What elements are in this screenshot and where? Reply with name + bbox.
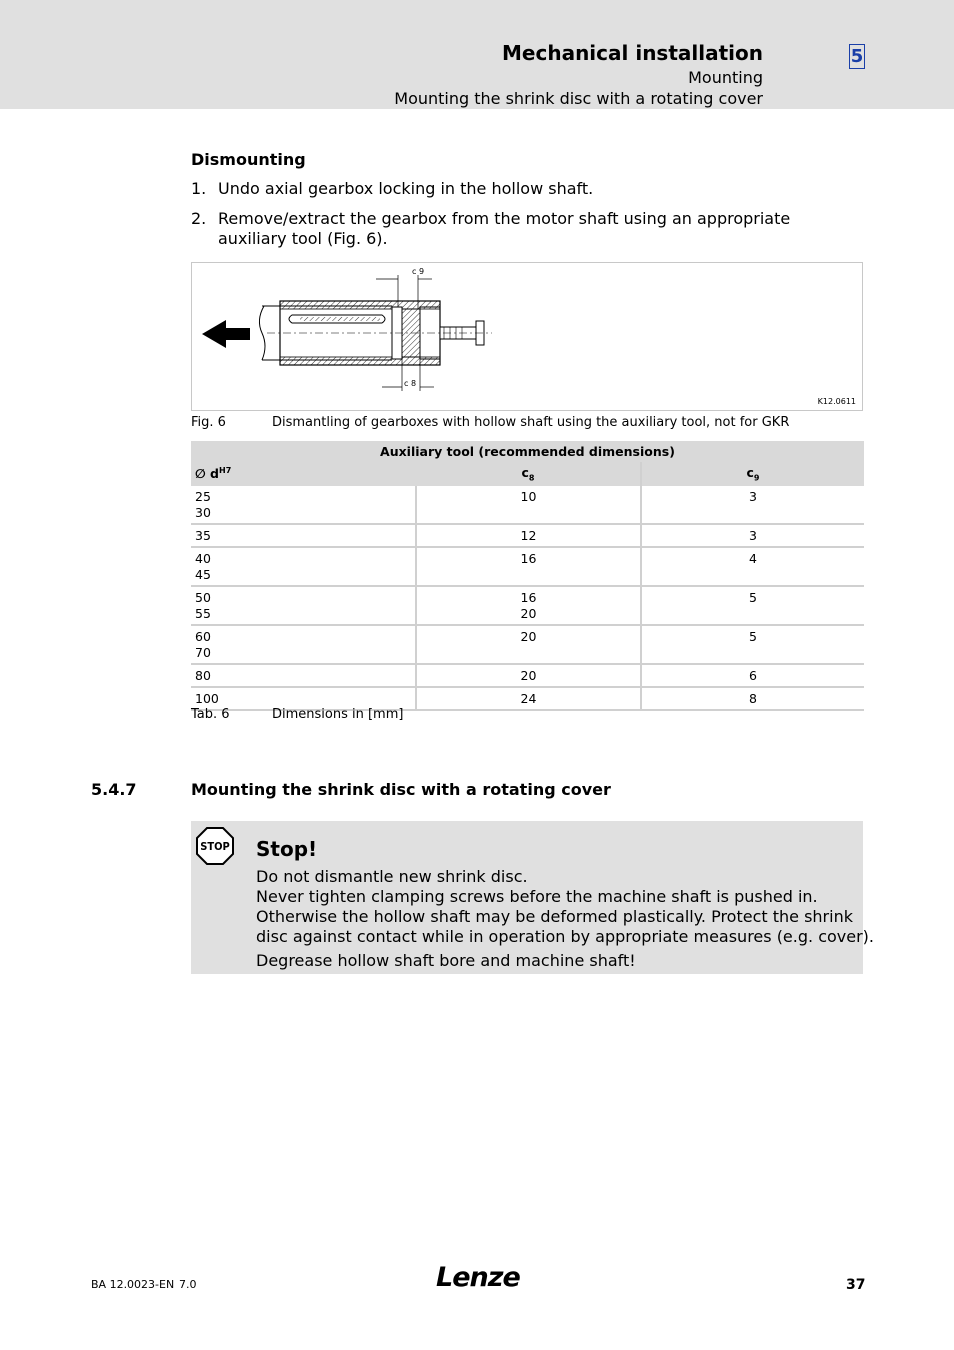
cell-c9: 3: [641, 524, 864, 547]
cell-c8: 20: [416, 664, 641, 687]
step-number: 2.: [191, 209, 207, 228]
svg-text:STOP: STOP: [200, 840, 230, 853]
cell-diameter: 25 30: [191, 486, 416, 524]
section-number: 5.4.7: [91, 780, 137, 799]
stop-text-line: Do not dismantle new shrink disc.: [256, 867, 528, 886]
page-header: [0, 0, 954, 109]
cell-c9: 4: [641, 547, 864, 586]
table-caption-text: Dimensions in [mm]: [272, 707, 404, 722]
table-row: [191, 586, 864, 625]
cell-diameter: 80: [191, 664, 416, 687]
section-subtitle: Mounting: [688, 68, 763, 87]
cell-c9: 5: [641, 586, 864, 625]
section-title: Mounting the shrink disc with a rotating cover: [191, 780, 611, 799]
chapter-title: Mechanical installation: [502, 41, 763, 65]
label-c9: c 9: [412, 267, 425, 276]
stop-text-line: Otherwise the hollow shaft may be deformed plastically. Protect the shrink: [256, 907, 853, 926]
table-row: [191, 664, 864, 687]
table-row: [191, 625, 864, 664]
figure-gearbox-dismantling: [191, 262, 863, 411]
dismounting-heading: Dismounting: [191, 150, 306, 169]
cell-c9: 3: [641, 486, 864, 524]
table-row: [191, 547, 864, 586]
label-c8: c 8: [404, 379, 417, 388]
cell-c8: 16 20: [416, 586, 641, 625]
stop-warning-box: [191, 821, 874, 974]
stop-text-line: disc against contact while in operation by appropriate measures (e.g. cover).: [256, 927, 874, 946]
table-row: [191, 486, 864, 524]
auxiliary-tool-table: [191, 441, 864, 711]
cell-diameter: 35: [191, 524, 416, 547]
lenze-logo: Lenze: [436, 1262, 520, 1293]
table-row: [191, 524, 864, 547]
cell-diameter: 40 45: [191, 547, 416, 586]
cell-diameter: 100: [191, 687, 416, 710]
document-version: 7.0: [179, 1278, 197, 1291]
cell-c8: 10: [416, 486, 641, 524]
cell-c8: 20: [416, 625, 641, 664]
extraction-arrow-icon: [202, 320, 250, 348]
document-id: BA 12.0023-EN: [91, 1278, 175, 1291]
chapter-number-badge: 5: [850, 46, 864, 67]
gearbox-drawing: [192, 263, 861, 409]
cell-c8: 12: [416, 524, 641, 547]
col-header-c8: $c_8$: [416, 462, 641, 486]
cell-c8: 24: [416, 687, 641, 710]
cell-c9: 6: [641, 664, 864, 687]
stop-text-line: Degrease hollow shaft bore and machine shaft!: [256, 951, 636, 970]
table-title: Auxiliary tool (recommended dimensions): [191, 441, 864, 462]
table-caption-number: Tab. 6: [191, 707, 230, 722]
stop-title: Stop!: [256, 837, 318, 861]
page-number: 37: [846, 1277, 866, 1293]
cell-diameter: 50 55: [191, 586, 416, 625]
col-header-c9: $c_9$: [641, 462, 864, 486]
cell-diameter: 60 70: [191, 625, 416, 664]
figure-caption-text: Dismantling of gearboxes with hollow shaft using the auxiliary tool, not for GKR: [272, 415, 790, 430]
col-header-diameter: ∅ $d^{H7}$: [191, 462, 416, 486]
cell-c9: 5: [641, 625, 864, 664]
step-text: Remove/extract the gearbox from the motor shaft using an appropriate auxiliary tool (Fig. 6).: [218, 209, 791, 248]
subsection-subtitle: Mounting the shrink disc with a rotating cover: [394, 89, 763, 108]
cell-c9: 8: [641, 687, 864, 710]
stop-sign-icon: [196, 827, 234, 865]
step-number: 1.: [191, 179, 207, 198]
step-text: Undo axial gearbox locking in the hollow shaft.: [218, 179, 594, 198]
cell-c8: 16: [416, 547, 641, 586]
figure-code: K12.0611: [817, 397, 856, 406]
stop-text-line: Never tighten clamping screws before the machine shaft is pushed in.: [256, 887, 818, 906]
figure-caption-number: Fig. 6: [191, 415, 226, 430]
